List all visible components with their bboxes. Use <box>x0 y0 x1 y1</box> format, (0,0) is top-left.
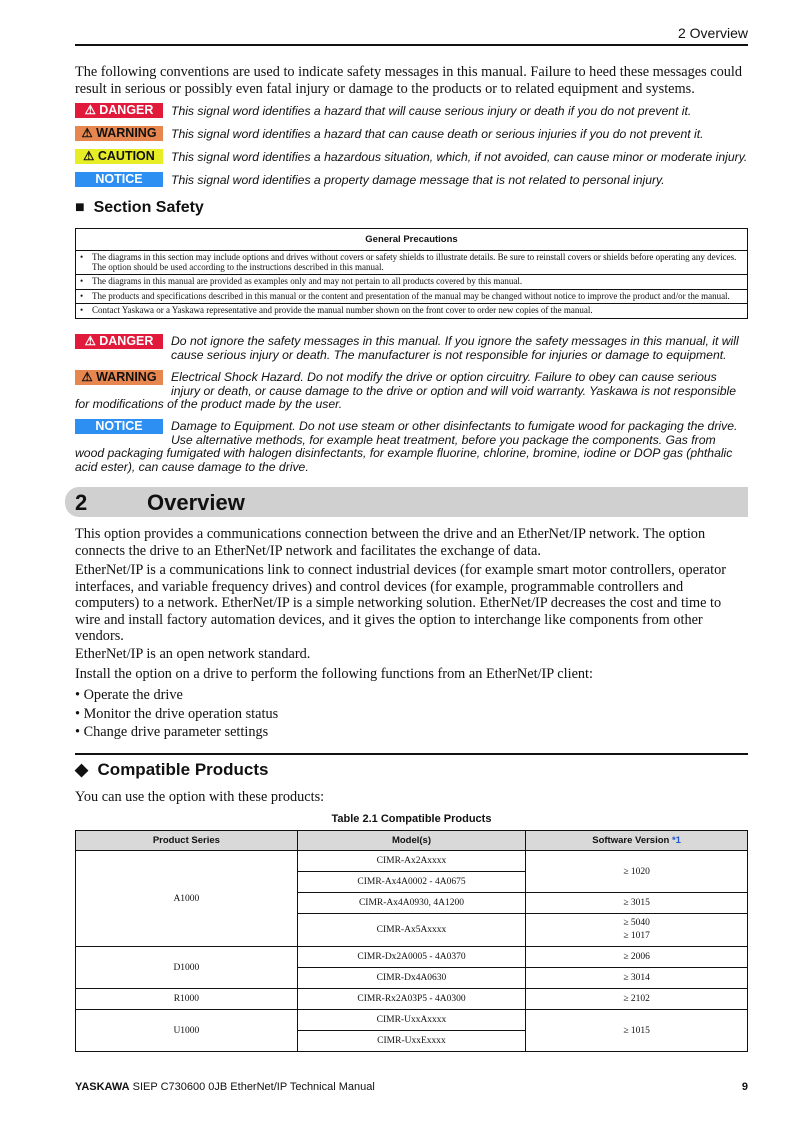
signal-text: This signal word identifies a hazardous situation, which, if not avoided, can cause minor or moderate injury. <box>171 149 748 164</box>
notice-message: NOTICE Damage to Equipment. Do not use steam or other disinfectants to fumigate wood for packaging the drive. Use alternative methods, for example heat treatment, before you package the components. Gas from wood packaging fumigated with halogen disinfectants, for example fluorine, chlorine, bromine, iodine or DOP gas (phthalic acid ester), can cause damage to the drive. <box>75 419 738 474</box>
cell: CIMR-UxxExxxx <box>297 1031 525 1052</box>
diamond-bullet-icon: ◆ <box>75 760 89 779</box>
paragraph: Install the option on a drive to perform the following functions from an EtherNet/IP client: <box>75 666 594 682</box>
cell: ≥ 1015 <box>526 1010 748 1052</box>
notice-badge: NOTICE <box>75 419 163 434</box>
bullet-item: • Monitor the drive operation status <box>75 706 279 722</box>
paragraph: This option provides a communications connection between the drive and an EtherNet/IP network. The option connects the drive to an EtherNet/IP network and facilitates the exchange of data. <box>75 526 706 559</box>
cell: CIMR-Ax5Axxxx <box>297 914 525 947</box>
box-title: General Precautions <box>76 229 747 251</box>
warning-badge: ⚠ WARNING <box>75 126 163 141</box>
cell: U1000 <box>76 1010 298 1052</box>
chapter-number: 2 <box>75 490 88 515</box>
square-bullet-icon: ■ <box>75 199 85 216</box>
signal-caution <box>75 148 748 165</box>
running-header: 2 Overview <box>677 25 748 41</box>
signal-text: This signal word identifies a hazard that can cause death or serious injuries if you do not prevent it. <box>171 126 704 141</box>
bullet-item: • Change drive parameter settings <box>75 724 269 740</box>
page-footer <box>75 1081 748 1093</box>
cell: CIMR-Dx2A0005 - 4A0370 <box>297 947 525 968</box>
warning-badge: ⚠ WARNING <box>75 370 163 385</box>
danger-badge: ⚠ DANGER <box>75 334 163 349</box>
paragraph: You can use the option with these products: <box>75 789 325 805</box>
doc-title: SIEP C730600 0JB EtherNet/IP Technical Manual <box>129 1081 375 1093</box>
precaution-item: • The diagrams in this manual are provided as examples only and may not pertain to all products covered by this manual. <box>76 275 747 290</box>
bullet-item: • Operate the drive <box>75 687 183 703</box>
precaution-item: • The products and specifications described in this manual or the content and presentation of the manual may be changed without notice to improve the product and/or the manual. <box>76 290 747 305</box>
cell: ≥ 3015 <box>526 893 748 914</box>
header-rule <box>75 44 748 46</box>
cell: R1000 <box>76 989 298 1010</box>
cell: A1000 <box>76 851 298 947</box>
page-number: 9 <box>741 1081 748 1093</box>
intro-paragraph: The following conventions are used to indicate safety messages in this manual. Failure to heed these messages could result in serious or possibly even fatal injury or damage to the products or to related equipment and systems. <box>75 64 743 97</box>
cell: ≥ 3014 <box>526 968 748 989</box>
cell: ≥ 5040 ≥ 1017 <box>526 914 748 947</box>
signal-text: This signal word identifies a property damage message that is not related to personal injury. <box>171 172 665 187</box>
footnote-link[interactable]: *1 <box>671 835 681 846</box>
table-caption: Table 2.1 Compatible Products <box>331 813 492 825</box>
general-precautions-box <box>75 228 748 319</box>
cell: CIMR-Dx4A0630 <box>297 968 525 989</box>
col-header: Software Version *1 <box>526 831 748 851</box>
cell: ≥ 2102 <box>526 989 748 1010</box>
precaution-item: • The diagrams in this section may include options and drives without covers or safety shields to illustrate details. Be sure to reinstall covers or shields before operating any devices. The option should be used according to the instructions described in this manual. <box>76 251 747 275</box>
danger-badge: ⚠ DANGER <box>75 103 163 118</box>
compatible-products-table <box>75 830 748 1052</box>
signal-danger <box>75 102 748 119</box>
precaution-item: • Contact Yaskawa or a Yaskawa representative and provide the manual number shown on the front cover to order new copies of the manual. <box>76 304 747 318</box>
cell: ≥ 2006 <box>526 947 748 968</box>
cell: CIMR-Ax2Axxxx <box>297 851 525 872</box>
notice-badge: NOTICE <box>75 172 163 187</box>
warning-message: ⚠ WARNING Electrical Shock Hazard. Do not modify the drive or option circuitry. Failure to obey can cause serious injury or death, or cause damage to the drive or option and will void warranty. Yaskawa is not responsible for modifications of the product made by the user. <box>75 370 736 411</box>
signal-notice <box>75 171 748 188</box>
signal-text: This signal word identifies a hazard that will cause serious injury or death if you do not prevent it. <box>171 103 692 118</box>
chapter-heading <box>65 487 748 517</box>
danger-message: ⚠ DANGER Do not ignore the safety messages in this manual. If you ignore the safety messages in this manual, it will cause serious injury or death. The manufacturer is not responsible for injuries or damage to equipment. <box>75 335 748 362</box>
cell: CIMR-Ax4A0930, 4A1200 <box>297 893 525 914</box>
chapter-title: Overview <box>147 490 245 515</box>
paragraph: EtherNet/IP is a communications link to connect industrial devices (for example smart motor controllers, operator interfaces, and variable frequency drives) and control devices (for example, programmable controllers and computers) to a network. EtherNet/IP is a simple networking solution. EtherNet/IP decreases the cost and time to wire and install factory automation devices, and it gives the option to interchange like components from other vendors. <box>75 562 726 644</box>
compatible-products-heading: ◆ Compatible Products <box>75 760 269 779</box>
section-rule <box>75 753 748 755</box>
col-header: Product Series <box>76 831 298 851</box>
cell: CIMR-Rx2A03P5 - 4A0300 <box>297 989 525 1010</box>
cell: ≥ 1020 <box>526 851 748 893</box>
paragraph: EtherNet/IP is an open network standard. <box>75 646 311 662</box>
cell: CIMR-UxxAxxxx <box>297 1010 525 1031</box>
brand: YASKAWA <box>75 1081 130 1093</box>
col-header: Model(s) <box>297 831 525 851</box>
cell: CIMR-Ax4A0002 - 4A0675 <box>297 872 525 893</box>
cell: D1000 <box>76 947 298 989</box>
signal-warning <box>75 125 748 142</box>
caution-badge: ⚠ CAUTION <box>75 149 163 164</box>
section-safety-heading: ■ Section Safety <box>75 199 204 216</box>
